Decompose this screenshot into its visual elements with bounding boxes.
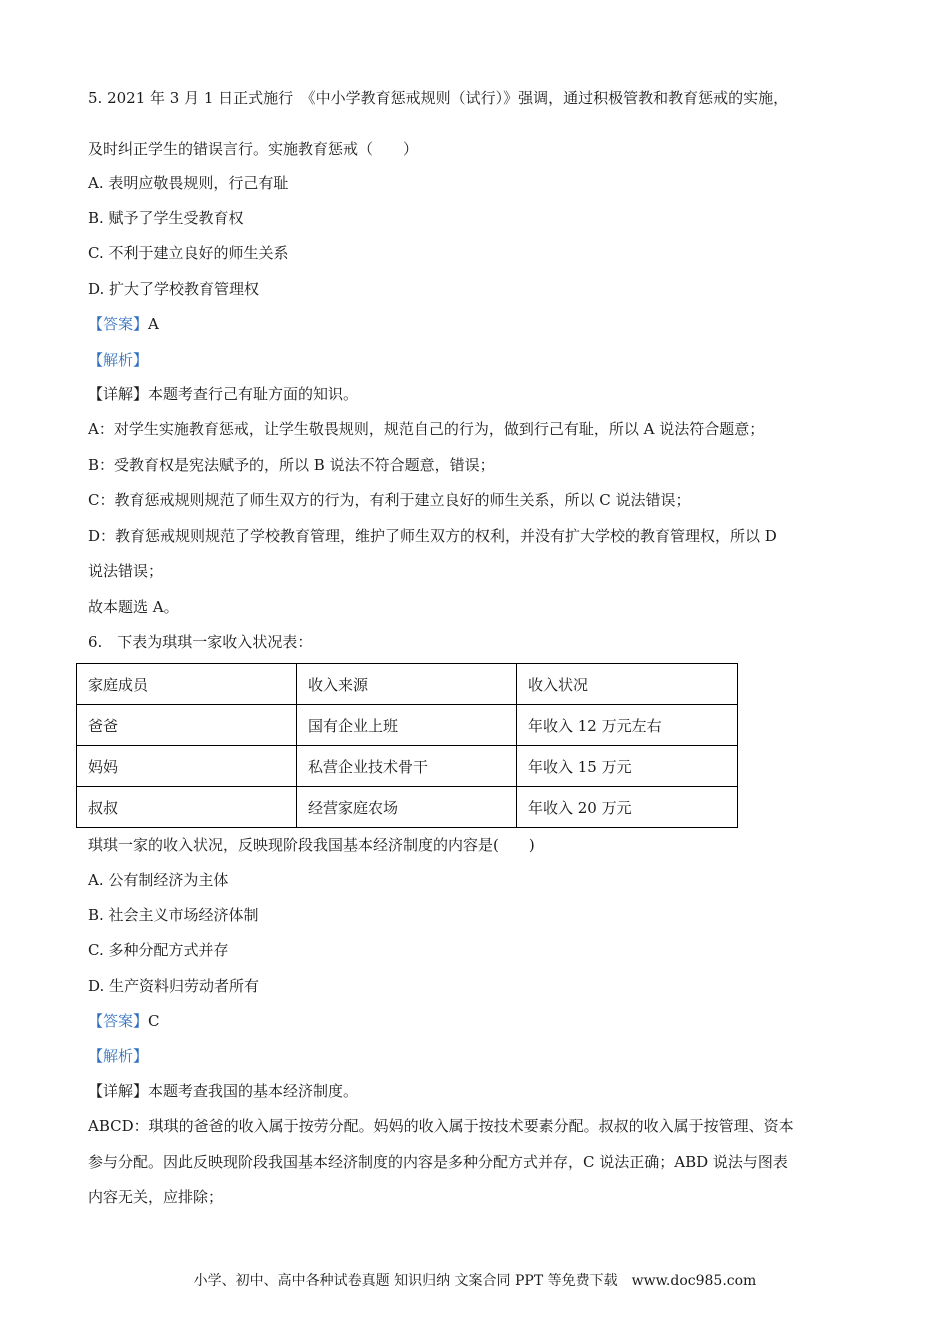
table-row xyxy=(77,746,738,787)
table-cell: 国有企业上班 xyxy=(297,705,517,746)
q6-option-a: A. 公有制经济为主体 xyxy=(88,871,229,889)
q5-detail xyxy=(88,384,358,404)
table-cell: 年收入 20 万元 xyxy=(517,787,738,828)
table-header-cell: 收入来源 xyxy=(297,664,517,705)
table-row xyxy=(77,787,738,828)
q6-option-b: B. 社会主义市场经济体制 xyxy=(88,906,259,924)
table-cell: 年收入 12 万元左右 xyxy=(517,705,738,746)
answer-value: A xyxy=(148,315,159,333)
q5-conclusion: 故本题选 A。 xyxy=(88,598,179,616)
q5-explain-a: A：对学生实施教育惩戒，让学生敬畏规则，规范自己的行为，做到行己有耻，所以 A 说法符合题意； xyxy=(88,420,765,438)
q6-detail xyxy=(88,1081,358,1101)
detail-tag: 【详解】 xyxy=(88,1082,149,1100)
table-cell: 妈妈 xyxy=(77,746,297,787)
table-header-row xyxy=(77,664,738,705)
q5-option-d: D. 扩大了学校教育管理权 xyxy=(88,280,260,298)
table-cell: 年收入 15 万元 xyxy=(517,746,738,787)
answer-tag: 【答案】 xyxy=(88,315,149,333)
q6-explain-line2: 参与分配。因此反映现阶段我国基本经济制度的内容是多种分配方式并存，C 说法正确；ABD 说法与图表 xyxy=(88,1153,788,1171)
q6-question: 琪琪一家的收入状况，反映现阶段我国基本经济制度的内容是( ) xyxy=(88,836,535,854)
q5-option-a: A. 表明应敬畏规则，行己有耻 xyxy=(88,174,289,192)
q5-explain-d-cont: 说法错误； xyxy=(88,562,164,580)
page-footer: 小学、初中、高中各种试卷真题 知识归纳 文案合同 PPT 等免费下载 www.doc985.com xyxy=(193,1273,757,1289)
answer-value: C xyxy=(148,1012,160,1030)
table-header-cell: 收入状况 xyxy=(517,664,738,705)
answer-tag: 【答案】 xyxy=(88,1012,149,1030)
q5-explain-d: D：教育惩戒规则规范了学校教育管理，维护了师生双方的权利，并没有扩大学校的教育管理权，所以 D xyxy=(88,527,777,545)
q5-stem-line1: 5. 2021 年 3 月 1 日正式施行 《中小学教育惩戒规则（试行）》强调，通过积极管教和教育惩戒的实施， xyxy=(88,89,789,107)
table-cell: 经营家庭农场 xyxy=(297,787,517,828)
q6-stem: 6. 下表为琪琪一家收入状况表： xyxy=(88,633,313,651)
table-cell: 爸爸 xyxy=(77,705,297,746)
q6-option-d: D. 生产资料归劳动者所有 xyxy=(88,977,260,995)
table-header-cell: 家庭成员 xyxy=(77,664,297,705)
q6-analysis-tag: 【解析】 xyxy=(88,1047,149,1065)
income-table xyxy=(76,663,738,828)
q5-explain-b: B：受教育权是宪法赋予的，所以 B 说法不符合题意，错误； xyxy=(88,456,495,474)
q6-option-c: C. 多种分配方式并存 xyxy=(88,941,229,959)
q6-explain-line3: 内容无关，应排除； xyxy=(88,1188,224,1206)
q5-analysis-tag: 【解析】 xyxy=(88,351,149,369)
q6-explain-line1: ABCD：琪琪的爸爸的收入属于按劳分配。妈妈的收入属于按技术要素分配。叔叔的收入属于按管理、资本 xyxy=(88,1117,794,1135)
q5-explain-c: C：教育惩戒规则规范了师生双方的行为，有利于建立良好的师生关系，所以 C 说法错误； xyxy=(88,491,691,509)
table-cell: 私营企业技术骨干 xyxy=(297,746,517,787)
q5-stem-line2: 及时纠正学生的错误言行。实施教育惩戒（ ） xyxy=(88,140,419,158)
detail-tag: 【详解】 xyxy=(88,385,149,403)
detail-intro: 本题考查我国的基本经济制度。 xyxy=(148,1082,359,1100)
table-row xyxy=(77,705,738,746)
detail-intro: 本题考查行己有耻方面的知识。 xyxy=(148,385,359,403)
q5-option-b: B. 赋予了学生受教育权 xyxy=(88,209,244,227)
q6-answer xyxy=(88,1011,160,1031)
q5-option-c: C. 不利于建立良好的师生关系 xyxy=(88,244,289,262)
table-cell: 叔叔 xyxy=(77,787,297,828)
q5-answer xyxy=(88,314,159,334)
